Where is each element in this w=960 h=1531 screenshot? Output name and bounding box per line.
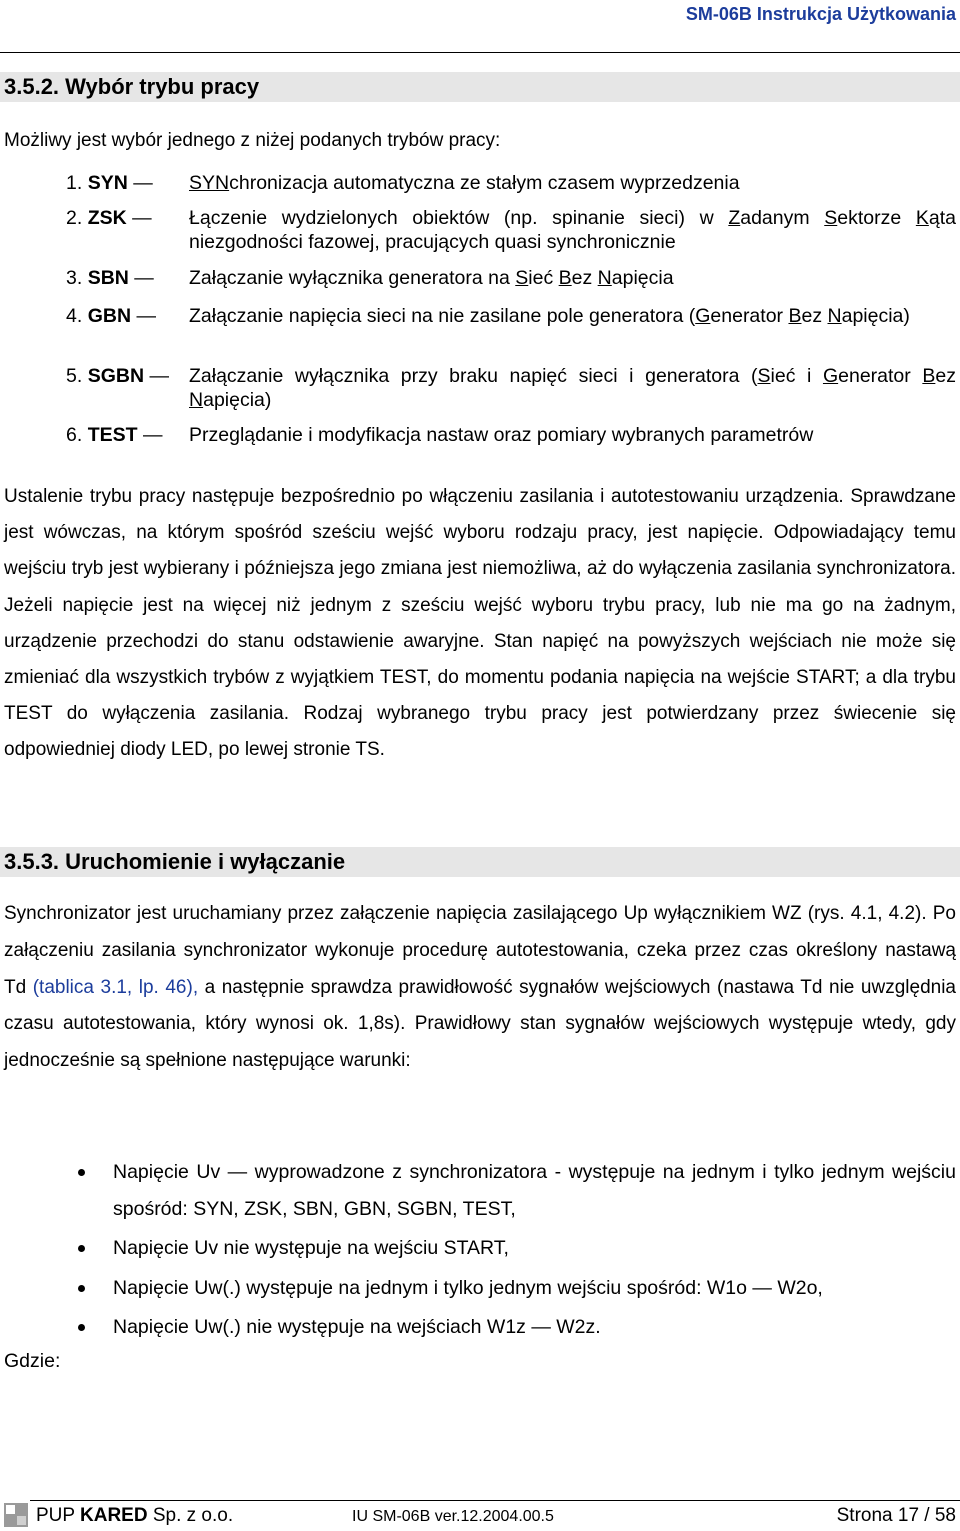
gdzie-label: Gdzie:	[4, 1350, 61, 1372]
mode-code: 4. GBN —	[66, 305, 156, 327]
table-reference-link[interactable]: (tablica 3.1, lp. 46),	[32, 976, 199, 998]
header-divider	[0, 52, 960, 53]
startup-body-text: Synchronizator jest uruchamiany przez załączenie napięcia zasilającego Up wyłącznikiem WZ (rys. 4.1, 4.2). Po załączeniu zasilania synchronizator wykonuje procedurę autotestowania, czeka przez czas określony nastawą Td (tablica 3.1, lp. 46), a następnie sprawdza prawidłowość sygnałów wejściowych (nastawa Td nie uwzględnia czasu autotestowania, który wynosi ok. 1,8s). Prawidłowy stan sygnałów wejściowych występuje wtedy, gdy jednocześnie są spełnione następujące warunki:	[4, 903, 956, 1072]
mode-code: 1. SYN —	[66, 172, 153, 194]
mode-code: 5. SGBN —	[66, 365, 169, 387]
section-heading-work-mode: 3.5.2. Wybór trybu pracy	[0, 72, 960, 102]
list-item: Napięcie Uv — wyprowadzone z synchronizatora - występuje na jednym i tylko jednym wejściu spośród: SYN, ZSK, SBN, GBN, SGBN, TEST,	[0, 1154, 960, 1227]
company-logo-icon	[4, 1503, 28, 1527]
list-item: Napięcie Uw(.) występuje na jednym i tylko jednym wejściu spośród: W1o — W2o,	[0, 1270, 960, 1307]
footer-divider	[30, 1500, 960, 1501]
footer-document-id: IU SM-06B ver.12.2004.00.5	[352, 1508, 554, 1525]
conditions-list	[0, 1154, 960, 1349]
intro-text: Możliwy jest wybór jednego z niżej podanych trybów pracy:	[4, 130, 501, 151]
footer-page-number: Strona 17 / 58	[836, 1505, 956, 1526]
footer-company: PUP KARED Sp. z o.o.	[36, 1505, 234, 1526]
mode-description: SYNchronizacja automatyczna ze stałym czasem wyprzedzenia	[189, 172, 740, 194]
section-heading-startup: 3.5.3. Uruchomienie i wyłączanie	[0, 847, 960, 877]
mode-description: Przeglądanie i modyfikacja nastaw oraz pomiary wybranych parametrów	[189, 424, 814, 446]
mode-code: 2. ZSK —	[66, 207, 152, 229]
mode-description: Załączanie napięcia sieci na nie zasilane pole generatora (Generator Bez Napięcia)	[189, 305, 910, 327]
mode-code: 6. TEST —	[66, 424, 163, 446]
list-item: Napięcie Uv nie występuje na wejściu START,	[0, 1230, 960, 1267]
list-item: Napięcie Uw(.) nie występuje na wejściach W1z — W2z.	[0, 1309, 960, 1346]
mode-description: Łączenie wydzielonych obiektów (np. spinanie sieci) w Zadanym Sektorze Kąta niezgodności fazowej, pracujących quasi synchronicznie	[189, 207, 956, 253]
mode-code: 3. SBN —	[66, 267, 154, 289]
mode-description: Załączanie wyłącznika przy braku napięć sieci i generatora (Sieć i Generator Bez Napięcia)	[189, 365, 956, 411]
mode-description: Załączanie wyłącznika generatora na Sieć Bez Napięcia	[189, 267, 674, 289]
work-mode-body-text: Ustalenie trybu pracy następuje bezpośrednio po włączeniu zasilania i autotestowaniu urządzenia. Sprawdzane jest wówczas, na którym spośród sześciu wejść wyboru rodzaju pracy, jest napięcie. Odpowiadający temu wejściu tryb jest wybierany i późniejsza jego zmiana jest niemożliwa, aż do wyłączenia zasilania synchronizatora. Jeżeli napięcie jest na więcej niż jednym z sześciu wejść wyboru trybu pracy, lub nie ma go na żadnym, urządzenie przechodzi do stanu odstawienie awaryjne. Stan napięć na powyższych wejściach nie może się zmieniać dla wszystkich trybów z wyjątkiem TEST, do momentu podania napięcia na wejście START; a dla trybu TEST do wyłączenia zasilania. Rodzaj wybranego trybu pracy jest potwierdzany przez świecenie się odpowiedniej diody LED, po lewej stronie TS.	[4, 486, 956, 761]
document-header-title: SM-06B Instrukcja Użytkowania	[685, 4, 956, 24]
